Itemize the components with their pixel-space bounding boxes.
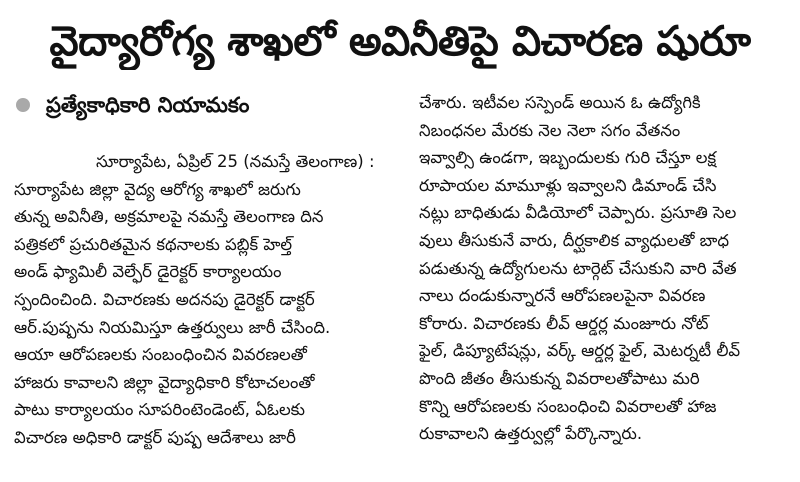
text-line: విచారణ అధికారి డాక్టర్ పుష్ప ఆదేశాలు జారీ <box>14 427 296 447</box>
text-line: పాటు కార్యాలయం సూపరింటెండెంట్, ఏఓలకు <box>14 400 306 420</box>
text-line: ఇవ్వాల్సి ఉండగా, ఇబ్బందులకు గురి చేస్తూ లక్ష <box>419 148 717 168</box>
text-line: స్పందించింది. విచారణకు అదనపు డైరెక్టర్ డాక్టర్ <box>14 289 315 309</box>
article-column-right <box>419 89 783 448</box>
subhead <box>16 90 249 120</box>
text-line: తున్న అవినీతి, అక్రమాలపై నమస్తే తెలంగాణ దిన <box>14 207 324 227</box>
text-line: కోరారు. విచారణకు లీవ్ ఆర్డర్ల మంజూరు నోట్ <box>419 313 709 333</box>
text-line: ఆర్.పుష్పను నియమిస్తూ ఉత్తర్వులు జారీ చేసింది. <box>14 317 331 337</box>
text-line: నట్లు బాధితుడు వీడియోలో చెప్పారు. ప్రసూతి సెల <box>419 203 737 223</box>
text-line: రుకావాలని ఉత్తర్వుల్లో పేర్కొన్నారు. <box>419 424 643 444</box>
bullet-icon <box>16 98 30 112</box>
text-line: పత్రికలో ప్రచురితమైన కథనాలకు పబ్లిక్ హెల్త్ <box>14 234 293 254</box>
text-line: నిబంధనల మేరకు నెల నెలా సగం వేతనం <box>419 120 681 140</box>
headline: వైద్యారోగ్య శాఖలో అవినీతిపై విచారణ షురూ <box>49 17 751 65</box>
subhead-text: ప్రత్యేకాధికారి నియామకం <box>46 93 250 117</box>
text-line: పొంది జీతం తీసుకున్న వివరాలతోపాటు మరి <box>419 368 700 388</box>
text-line: ఆయా ఆరోపణలకు సంబంధించిన వివరణలతో <box>14 345 307 365</box>
text-line: నాలు దండుకున్నారనే ఆరోపణలపైనా వివరణ <box>419 286 706 306</box>
text-line: కొన్ని ఆరోపణలకు సంబంధించి వివరాలతో హాజ <box>419 396 717 416</box>
text-line: ఫైల్, డిప్యూటేషన్లు, వర్క్ ఆర్డర్ల ఫైల్, మెటర్నటీ లీవ్ <box>419 341 741 361</box>
text-line: చేశారు. ఇటీవల సస్పెండ్ అయిన ఓ ఉద్యోగికి <box>419 93 701 112</box>
text-line: రూపాయల మామూళ్లు ఇవ్వాలని డిమాండ్ చేసి <box>419 175 717 195</box>
text-line: సూర్యాపేట జిల్లా వైద్య ఆరోగ్య శాఖలో జరుగు <box>14 179 301 199</box>
text-line: హాజరు కావాలని జిల్లా వైద్యాధికారి కోటాచలంతో <box>14 372 315 392</box>
text-line: అండ్ ఫ్యామిలీ వెల్ఫేర్ డైరెక్టర్ కార్యాలయం <box>14 262 282 282</box>
text-line: పడుతున్న ఉద్యోగులను టార్గెట్ చేసుకుని వారి వేత <box>419 258 737 278</box>
text-line: వులు తీసుకునే వారు, దీర్ఘకాలిక వ్యాధులతో బాధ <box>419 230 730 250</box>
article-column-left <box>14 148 396 452</box>
dateline: సూర్యాపేట, ఏప్రిల్ 25 (నమస్తే తెలంగాణ) : <box>96 152 375 171</box>
